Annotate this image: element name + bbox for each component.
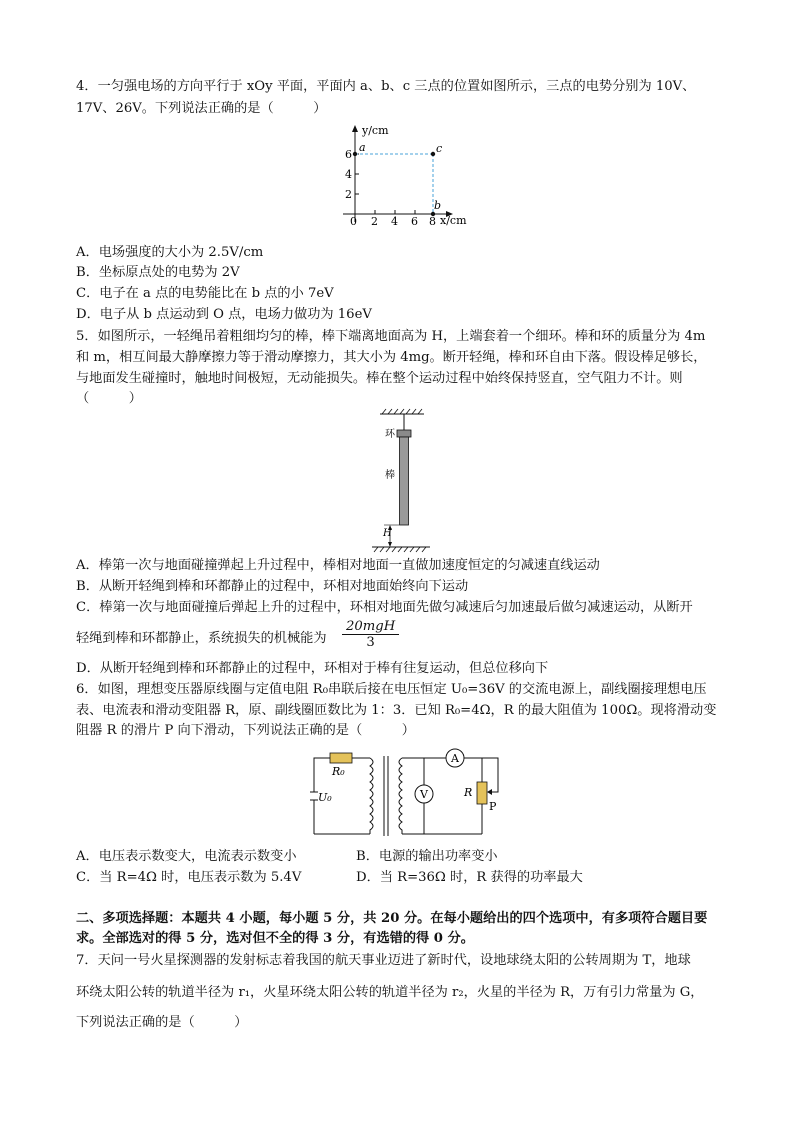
section-2-header-line-2: 求。全部选对的得 5 分，选对但不全的得 3 分，有选错的得 0 分。 (76, 931, 474, 946)
x-tick-2: 2 (371, 215, 378, 228)
q6-option-b: B．电源的输出功率变小 (356, 849, 498, 864)
q5-option-c-line-1: C．棒第一次与地面碰撞后弹起上升的过程中，环相对地面先做匀减速后匀加速最后做匀减速运动，从断开 (76, 600, 693, 615)
x-tick-4: 4 (391, 215, 398, 228)
point-a-marker (353, 152, 357, 156)
point-b-label: b (434, 199, 442, 212)
q4-option-d: D．电子从 b 点运动到 O 点，电场力做功为 16eV (76, 307, 372, 322)
q4-stem-line-2: 17V、26V。下列说法正确的是（ ） (76, 101, 327, 116)
voltmeter-label: V (420, 788, 428, 801)
q5-option-a: A．棒第一次与地面碰撞弹起上升过程中，棒相对地面一直做加速度恒定的匀减速直线运动 (76, 558, 600, 573)
point-a-label: a (359, 141, 366, 154)
r0-label: R₀ (332, 765, 345, 778)
q5-rod-ring-figure (366, 408, 436, 554)
y-axis-label: y/cm (362, 124, 389, 137)
q6-transformer-circuit (306, 742, 502, 840)
fraction-numerator: 20mgH (342, 619, 399, 635)
x-tick-6: 6 (411, 215, 418, 228)
q6-option-c: C．当 R=4Ω 时，电压表示数为 5.4V (76, 870, 302, 885)
q4-option-c: C．电子在 a 点的电势能比在 b 点的小 7eV (76, 286, 334, 301)
section-2-header-line-1: 二、多项选择题：本题共 4 小题，每小题 5 分，共 20 分。在每小题给出的四个选项中，有多项符合题目要 (76, 911, 708, 926)
q4-stem-line-1: 4．一匀强电场的方向平行于 xOy 平面，平面内 a、b、c 三点的位置如图所示，三点的电势分别为 10V、 (76, 79, 696, 94)
q5-stem-line-3: 与地面发生碰撞时，触地时间极短，无动能损失。棒在整个运动过程中始终保持竖直，空气阻力不计。则 (76, 371, 683, 386)
q4-coordinate-figure (335, 122, 475, 234)
rod-shape (400, 437, 409, 525)
x-tick-8: 8 (429, 215, 436, 228)
q5-option-d: D．从断开轻绳到棒和环都静止的过程中，环相对于棒有往复运动，但总位移向下 (76, 661, 549, 676)
rod-label: 棒 (385, 470, 395, 481)
ring-label: 环 (385, 429, 395, 440)
q6-stem-line-3: 阻器 R 的滑片 P 向下滑动，下列说法正确的是（ ） (76, 723, 415, 738)
rheostat-r (477, 782, 487, 804)
height-label: H (383, 528, 392, 539)
slider-p-arrow (487, 789, 492, 795)
q6-option-a: A．电压表示数变大，电流表示数变小 (76, 849, 297, 864)
q6-option-d: D．当 R=36Ω 时，R 获得的功率最大 (356, 870, 583, 885)
q6-stem-line-2: 表、电流表和滑动变阻器 R，原、副线圈匝数比为 1：3．已知 R₀=4Ω，R 的最大阻值为 100Ω。现将滑动变 (76, 703, 717, 718)
x-axis-label: x/cm (440, 214, 467, 227)
q7-stem-line-3: 下列说法正确的是（ ） (76, 1015, 248, 1030)
rheostat-label: R (464, 786, 473, 799)
ring-shape (397, 430, 411, 437)
q5-option-c-line-2: 轻绳到棒和环都静止，系统损失的机械能为 (76, 631, 327, 646)
y-tick-2: 2 (345, 188, 352, 201)
origin-label: 0 (350, 215, 357, 228)
q5-stem-line-4: （ ） (76, 391, 142, 406)
q5-stem-line-2: 和 m，相互间最大静摩擦力等于滑动摩擦力，其大小为 4mg。断开轻绳，棒和环自由下落。假设棒足够长， (76, 350, 707, 365)
q5-stem-line-1: 5．如图所示，一轻绳吊着粗细均匀的棒，棒下端离地面高为 H，上端套着一个细环。棒和环的质量分为 4m (76, 329, 706, 344)
slider-label: P (489, 800, 497, 813)
q6-stem-line-1: 6．如图，理想变压器原线圈与定值电阻 R₀串联后接在电压恒定 U₀=36V 的交流电源上，副线圈接理想电压 (76, 682, 707, 697)
energy-loss-fraction (342, 619, 399, 650)
q7-stem-line-2: 环绕太阳公转的轨道半径为 r₁，火星环绕太阳公转的轨道半径为 r₂，火星的半径为 R，万有引力常量为 G， (76, 985, 704, 1000)
fraction-denominator: 3 (366, 635, 375, 650)
y-tick-6: 6 (345, 148, 352, 161)
u0-label: U₀ (318, 791, 332, 804)
y-tick-4: 4 (345, 168, 352, 181)
ammeter-label: A (451, 752, 459, 765)
point-c-label: c (436, 142, 443, 155)
q4-option-b: B．坐标原点处的电势为 2V (76, 265, 240, 280)
resistor-r0 (330, 753, 352, 763)
q7-stem-line-1: 7．天问一号火星探测器的发射标志着我国的航天事业迈进了新时代，设地球绕太阳的公转周期为 T，地球 (76, 953, 691, 968)
q5-option-b: B．从断开轻绳到棒和环都静止的过程中，环相对地面始终向下运动 (76, 579, 469, 594)
point-c-marker (431, 152, 435, 156)
q4-option-a: A．电场强度的大小为 2.5V/cm (76, 245, 264, 260)
